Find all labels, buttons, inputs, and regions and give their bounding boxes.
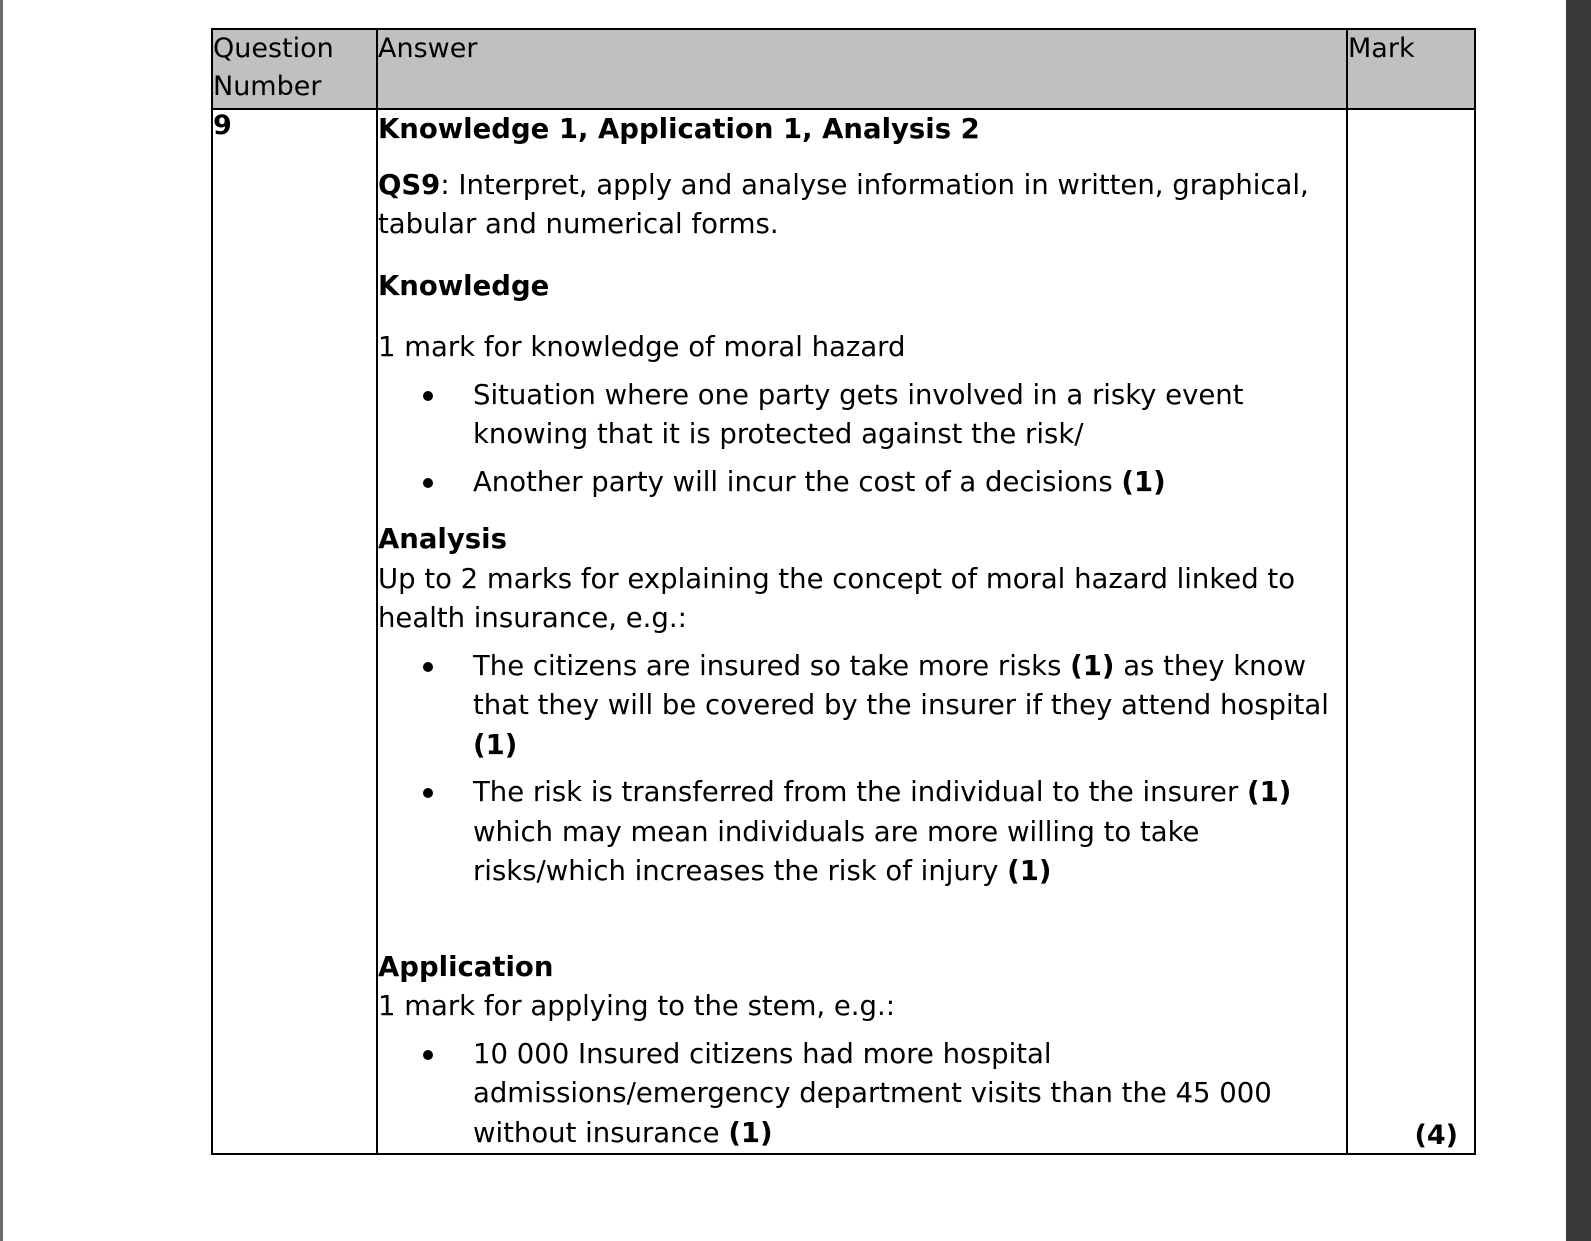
question-header-line2: Number bbox=[213, 71, 322, 102]
application-b1-mark: (1) bbox=[728, 1116, 773, 1149]
analysis-b1-part1: The citizens are insured so take more risks bbox=[473, 649, 1071, 682]
knowledge-bullet-2-text: Another party will incur the cost of a decisions bbox=[473, 465, 1122, 498]
knowledge-bullet-1: Situation where one party gets involved in a risky event knowing that it is protected against the risk/ bbox=[473, 378, 1244, 450]
application-b1-text: 10 000 Insured citizens had more hospital admissions/emergency department visits than the 45 000 without insurance bbox=[473, 1037, 1272, 1149]
question-number: 9 bbox=[212, 109, 377, 1154]
answer-header: Answer bbox=[377, 29, 1347, 109]
analysis-b2-mark1: (1) bbox=[1247, 776, 1292, 808]
mark-header: Mark bbox=[1347, 29, 1475, 109]
list-item bbox=[473, 463, 1346, 503]
analysis-list bbox=[378, 647, 1346, 892]
list-item bbox=[473, 773, 1346, 892]
page-right-edge bbox=[1566, 0, 1591, 1241]
analysis-b1-mark1: (1) bbox=[1070, 649, 1115, 682]
analysis-b1-mark2: (1) bbox=[473, 728, 518, 761]
analysis-b1-part2: as they know that they will be covered by the insurer if they attend hospital bbox=[473, 649, 1329, 721]
analysis-title: Analysis bbox=[378, 523, 507, 555]
analysis-b2-part2: which may mean individuals are more willing to take risks/which increases the risk of injury bbox=[473, 815, 1200, 887]
knowledge-list bbox=[378, 376, 1346, 503]
analysis-intro: Up to 2 marks for explaining the concept of moral hazard linked to health insurance, e.g.: bbox=[378, 562, 1296, 634]
header-row bbox=[212, 29, 1475, 109]
qs-label: QS9 bbox=[378, 168, 441, 201]
knowledge-bullet-2-mark: (1) bbox=[1121, 465, 1166, 498]
question-header-line1: Question bbox=[213, 33, 334, 64]
question-row bbox=[212, 109, 1475, 1154]
knowledge-title: Knowledge bbox=[378, 269, 550, 302]
page-left-edge bbox=[0, 0, 3, 1241]
mark-cell bbox=[1347, 109, 1475, 1154]
application-list bbox=[378, 1035, 1346, 1154]
list-item bbox=[473, 1035, 1346, 1154]
application-title: Application bbox=[378, 950, 554, 983]
question-number-header bbox=[212, 29, 377, 109]
answer-cell bbox=[377, 109, 1347, 1154]
mark-value: (4) bbox=[1414, 1120, 1458, 1151]
analysis-b2-mark2: (1) bbox=[1007, 855, 1052, 887]
answer-heading: Knowledge 1, Application 1, Analysis 2 bbox=[378, 113, 980, 145]
qs-statement bbox=[378, 166, 1346, 245]
list-item bbox=[473, 647, 1346, 766]
application-intro: 1 mark for applying to the stem, e.g.: bbox=[378, 990, 895, 1022]
list-item bbox=[473, 376, 1346, 455]
qs-text: : Interpret, apply and analyse information in written, graphical, tabular and numerical forms. bbox=[378, 168, 1309, 240]
mark-scheme-table bbox=[211, 28, 1476, 1155]
knowledge-intro: 1 mark for knowledge of moral hazard bbox=[378, 331, 906, 363]
analysis-b2-part1: The risk is transferred from the individual to the insurer bbox=[473, 776, 1248, 808]
